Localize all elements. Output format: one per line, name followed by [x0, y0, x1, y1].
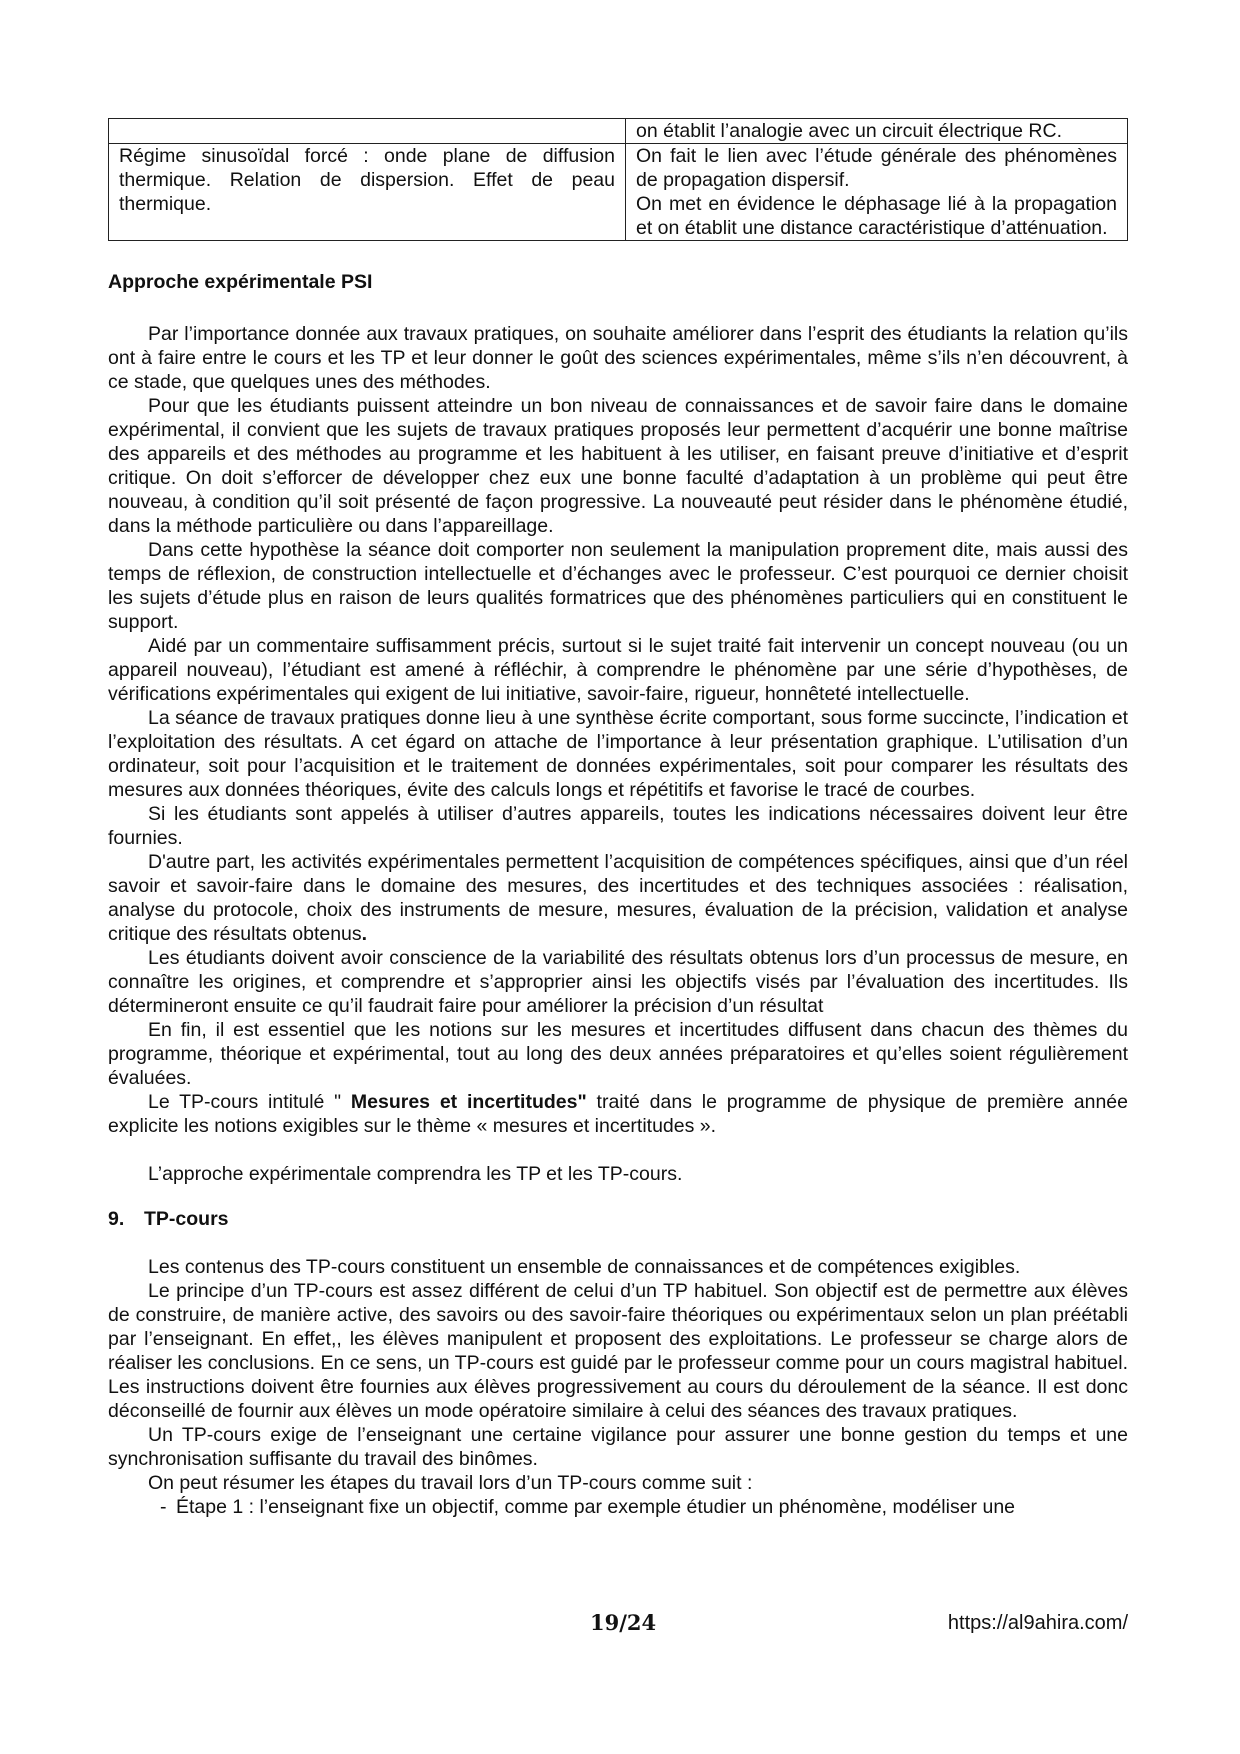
table-row: [109, 144, 1128, 241]
paragraph: Un TP-cours exige de l’enseignant une certaine vigilance pour assurer une bonne gestion du temps et une synchronisation suffisante du travail des binômes.: [108, 1424, 1128, 1470]
bullet-dash: -: [160, 1496, 167, 1518]
paragraph-tpcours-reference: Le TP-cours intitulé " Mesures et incertitudes" traité dans le programme de physique de première année explicite les notions exigibles sur le thème « mesures et incertitudes ».: [108, 1091, 1128, 1137]
table-cell: on établit l’analogie avec un circuit électrique RC.: [626, 119, 1128, 144]
steps-list: [108, 1495, 1128, 1519]
paragraph: Le principe d’un TP-cours est assez différent de celui d’un TP habituel. Son objectif est de permettre aux élèves de construire, de manière active, des savoirs ou des savoir-faire théoriques ou expérimentaux selon un plan préétabli par l’enseignant. En effet,, les élèves manipulent et proposent des exploitations. Le professeur se charge alors de réaliser les conclusions. En ce sens, un TP-cours est guidé par le professeur comme pour un cours magistral habituel. Les instructions doivent être fournies aux élèves progressivement au cours du déroulement de la séance. Il est donc déconseillé de fournir aux élèves un mode opératoire similaire à celui des séances des travaux pratiques.: [108, 1280, 1128, 1422]
paragraph: L’approche expérimentale comprendra les TP et les TP-cours.: [148, 1163, 683, 1185]
paragraph: D'autre part, les activités expérimentales permettent l’acquisition de compétences spécifiques, ainsi que d’un réel savoir et savoir-faire dans le domaine des mesures, des incertitudes et des techniques associées : réalisation, analyse du protocole, choix des instruments de mesure, mesures, évaluation de la précision, validation et analyse critique des résultats obtenus.: [108, 851, 1128, 945]
paragraph: La séance de travaux pratiques donne lieu à une synthèse écrite comportant, sous forme succincte, l’indication et l’exploitation des résultats. A cet égard on attache de l’importance à leur présentation graphique. L’utilisation d’un ordinateur, soit pour l’acquisition et le traitement de données expérimentales, soit pour comparer les résultats des mesures aux données théoriques, évite des calculs longs et répétitifs et favorise le tracé de courbes.: [108, 707, 1128, 801]
table-row: [109, 119, 1128, 144]
document-page: [108, 118, 1128, 1519]
table-cell: On fait le lien avec l’étude générale des phénomènes de propagation dispersif. On met en évidence le déphasage lié à la propagation et on établit une distance caractéristique d’atténuation.: [626, 144, 1128, 241]
paragraph: En fin, il est essentiel que les notions sur les mesures et incertitudes diffusent dans chacun des thèmes du programme, théorique et expérimental, tout au long des deux années préparatoires et qu’elles soient régulièrement évaluées.: [108, 1019, 1128, 1089]
paragraph: Aidé par un commentaire suffisamment précis, surtout si le sujet traité fait intervenir un concept nouveau (ou un appareil nouveau), l’étudiant est amené à réfléchir, à comprendre le phénomène par une série d’hypothèses, de vérifications expérimentales qui exigent de lui initiative, savoir-faire, rigueur, honnêteté intellectuelle.: [108, 635, 1128, 705]
table-cell: Régime sinusoïdal forcé : onde plane de diffusion thermique. Relation de dispersion. Effet de peau thermique.: [109, 144, 626, 241]
table-cell-empty: [109, 119, 626, 144]
paragraph: Par l’importance donnée aux travaux pratiques, on souhaite améliorer dans l’esprit des étudiants la relation qu’ils ont à faire entre le cours et les TP et leur donner le goût des sciences expérimentales, même s’ils n’en découvrent, à ce stade, que quelques unes des méthodes.: [108, 323, 1128, 393]
page-number: 19/24: [590, 1610, 657, 1635]
paragraph: Pour que les étudiants puissent atteindre un bon niveau de connaissances et de savoir faire dans le domaine expérimental, il convient que les sujets de travaux pratiques proposés leur permettent d’acquérir une bonne maîtrise des appareils et des méthodes au programme et les habituent à les utiliser, en faisant preuve d’initiative et d’esprit critique. On doit s’efforcer de développer chez eux une bonne faculté d’adaptation à un problème qui peut être nouveau, à condition qu’il soit présenté de façon progressive. La nouveauté peut résider dans le phénomène étudié, dans la méthode particulière ou dans l’appareillage.: [108, 395, 1128, 537]
program-table: [108, 118, 1128, 241]
paragraph: Les étudiants doivent avoir conscience de la variabilité des résultats obtenus lors d’un processus de mesure, en connaître les origines, et comprendre et s’approprier ainsi les objectifs visés par l’évaluation des incertitudes. Ils détermineront ensuite ce qu’il faudrait faire pour améliorer la précision d’un résultat: [108, 947, 1128, 1017]
paragraph: Les contenus des TP-cours constituent un ensemble de connaissances et de compétences exigibles.: [148, 1256, 1021, 1278]
page-footer: [0, 1610, 1240, 1640]
list-item: - Étape 1 : l’enseignant fixe un objectif, comme par exemple étudier un phénomène, modéliser une: [160, 1496, 1016, 1518]
paragraph: On peut résumer les étapes du travail lors d’un TP-cours comme suit :: [148, 1472, 753, 1494]
footer-url: https://al9ahira.com/: [947, 1612, 1128, 1634]
section-title: Approche expérimentale PSI: [108, 271, 373, 293]
paragraph: Dans cette hypothèse la séance doit comporter non seulement la manipulation proprement dite, mais aussi des temps de réflexion, de construction intellectuelle et d’échanges avec le professeur. C’est pourquoi ce dernier choisit les sujets d’étude plus en raison de leurs qualités formatrices que des phénomènes particuliers qui en constituent le support.: [108, 539, 1128, 633]
section-heading-9: 9. TP-cours: [108, 1208, 229, 1230]
paragraph: Si les étudiants sont appelés à utiliser d’autres appareils, toutes les indications nécessaires doivent leur être fournies.: [108, 803, 1128, 849]
